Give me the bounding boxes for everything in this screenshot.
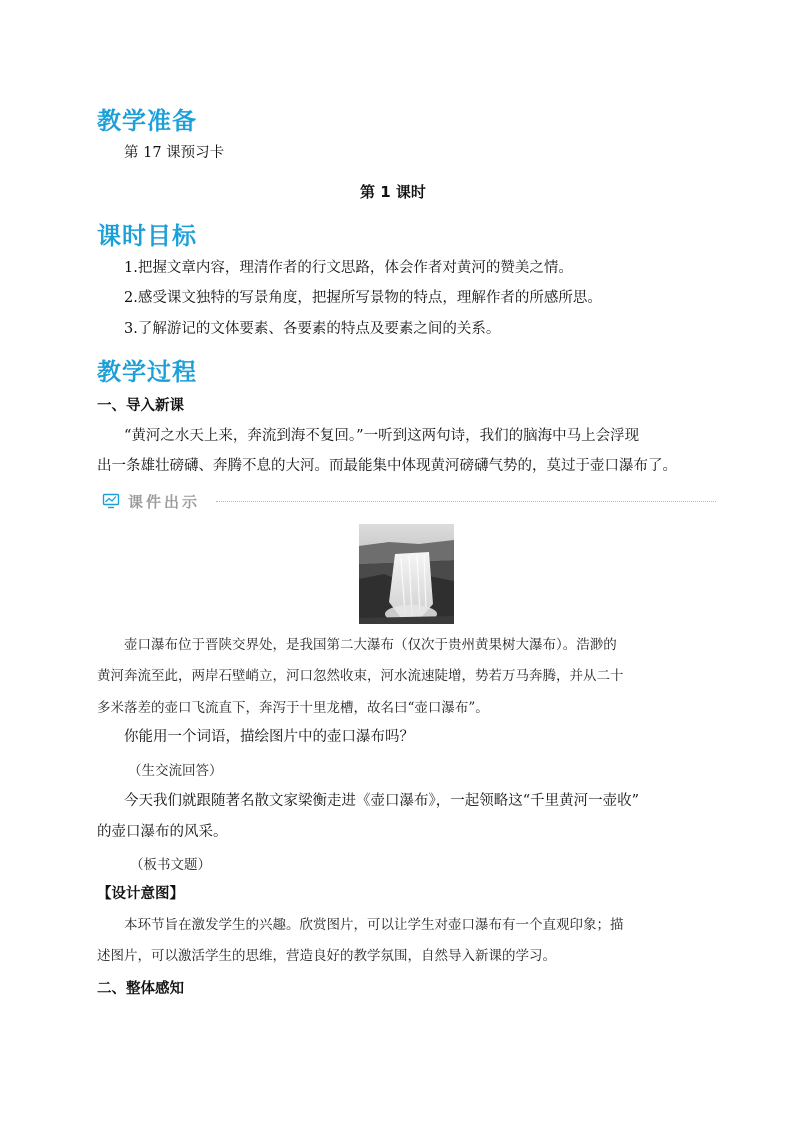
question-text: 你能用一个词语，描绘图片中的壶口瀑布吗？: [124, 729, 414, 745]
design-intent-line: 述图片，可以激活学生的思维，营造良好的教学氛围，自然导入新课的学习。: [97, 948, 556, 964]
courseware-icon: [102, 493, 122, 509]
dotted-divider: [216, 501, 716, 502]
image-caption-line: 壶口瀑布位于晋陕交界处，是我国第二大瀑布（仅次于贵州黄果树大瀑布）。浩渺的: [124, 637, 617, 653]
objective-item: 3.了解游记的文体要素、各要素的特点及要素之间的关系。: [124, 321, 501, 337]
section-title-process: 教学过程: [97, 358, 197, 386]
section-title-objectives: 课时目标: [97, 222, 197, 250]
objective-item: 1.把握文章内容，理清作者的行文思路，体会作者对黄河的赞美之情。: [124, 260, 573, 276]
today-paragraph-line: 今天我们就跟随著名散文家梁衡走进《壶口瀑布》，一起领略这“千里黄河一壶收”: [124, 793, 640, 809]
prep-item: 第 17 课预习卡: [124, 145, 225, 161]
part2-heading: 二、整体感知: [97, 981, 184, 997]
design-intent-heading: 【设计意图】: [97, 886, 184, 902]
intro-paragraph-line: “黄河之水天上来，奔流到海不复回。”一听到这两句诗，我们的脑海中马上会浮现: [124, 428, 640, 444]
today-paragraph-line: 的壶口瀑布的风采。: [97, 824, 228, 840]
objective-item: 2.感受课文独特的写景角度，把握所写景物的特点，理解作者的所感所思。: [124, 290, 602, 306]
waterfall-photo: [359, 524, 454, 624]
design-intent-line: 本环节旨在激发学生的兴趣。欣赏图片，可以让学生对壶口瀑布有一个直观印象；描: [124, 917, 624, 933]
section-title-prep: 教学准备: [97, 107, 197, 135]
intro-paragraph-line: 出一条雄壮磅礴、奔腾不息的大河。而最能集中体现黄河磅礴气势的，莫过于壶口瀑布了。: [97, 458, 677, 474]
image-caption-line: 多米落差的壶口飞流直下，奔泻于十里龙槽，故名曰“壶口瀑布”。: [97, 700, 489, 716]
image-caption-line: 黄河奔流至此，两岸石壁峭立，河口忽然收束，河水流速陡增，势若万马奔腾，并从二十: [97, 668, 624, 684]
board-note: （板书文题）: [130, 857, 211, 873]
courseware-label: 课件出示: [128, 493, 201, 511]
lesson-heading: 第 1 课时: [360, 183, 426, 201]
courseware-bar: [98, 490, 716, 512]
student-note: （生交流回答）: [128, 763, 223, 779]
part1-heading: 一、导入新课: [97, 398, 184, 414]
